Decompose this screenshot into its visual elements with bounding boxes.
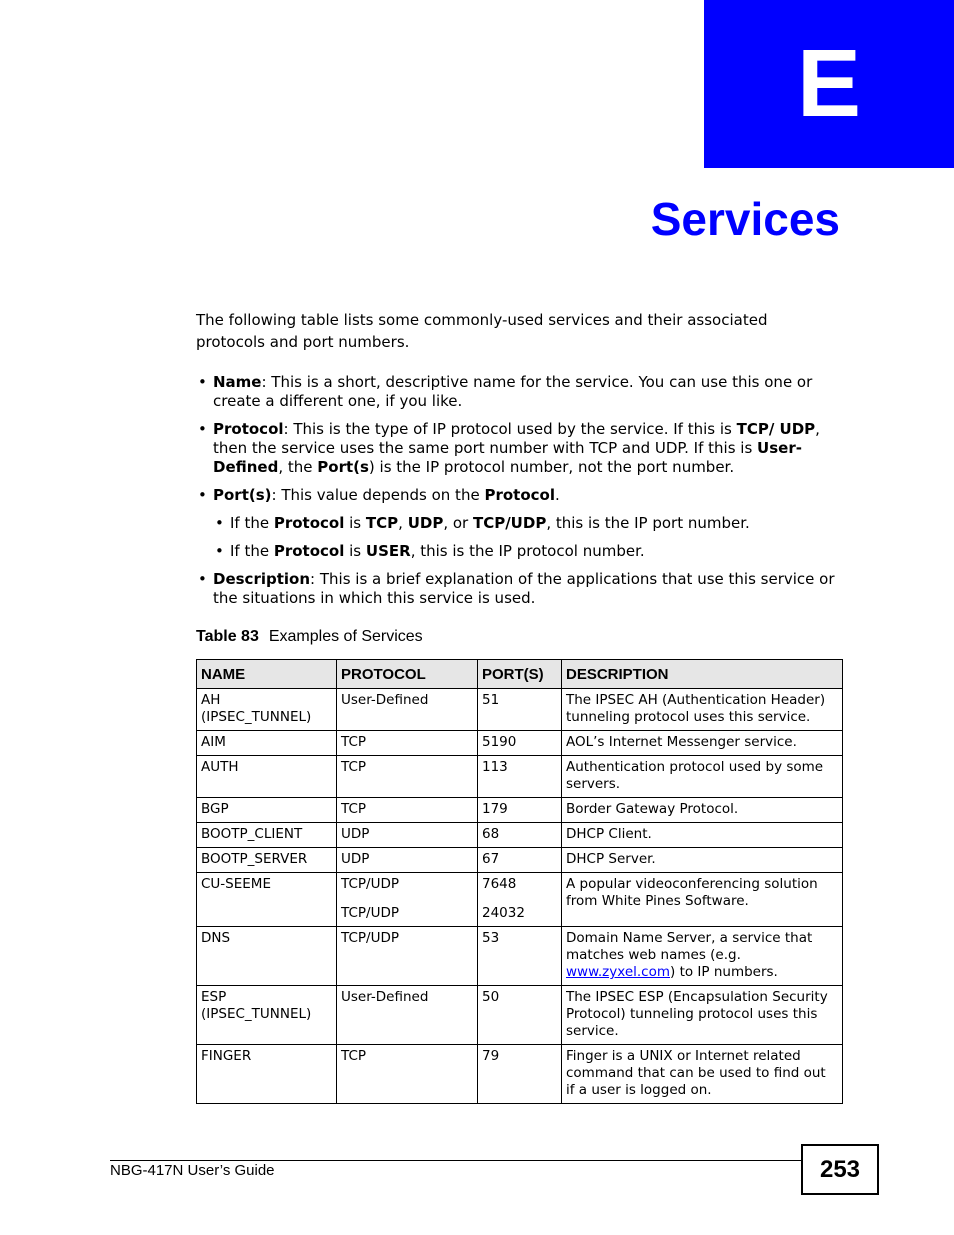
table-caption	[196, 628, 423, 646]
cell-protocol: TCP	[337, 756, 478, 798]
sub-bullet-user: • If the Protocol is USER, this is the IP protocol number.	[215, 542, 645, 560]
cell-name: CU-SEEME	[197, 873, 337, 927]
bullet-dot-icon: •	[215, 514, 224, 532]
table-number: Table 83	[196, 628, 259, 645]
page-number: 253	[819, 1155, 861, 1183]
page-number-box	[801, 1144, 879, 1195]
table-row	[197, 873, 843, 927]
bullet-dot-icon: •	[198, 570, 207, 588]
cell-description: A popular videoconferencing solution from White Pines Software.	[562, 873, 843, 927]
table-row	[197, 927, 843, 986]
cell-description: The IPSEC ESP (Encapsulation Security Protocol) tunneling protocol uses this service.	[562, 986, 843, 1045]
cell-protocol: TCP	[337, 1045, 478, 1104]
cell-description: AOL’s Internet Messenger service.	[562, 731, 843, 756]
cell-protocol	[337, 873, 478, 927]
bullet-protocol: • Protocol: This is the type of IP protocol used by the service. If this is TCP/ UDP, then the service uses the same port number with TCP and UDP. If this is User-Defined, the Port(s) is the IP protocol number, not the port number.	[198, 420, 820, 476]
definition-list	[196, 373, 841, 617]
header-description: DESCRIPTION	[562, 660, 843, 689]
footer-divider	[110, 1160, 802, 1161]
cell-description: Domain Name Server, a service that matches web names (e.g. www.zyxel.com) to IP numbers.	[562, 927, 843, 986]
cell-ports: 68	[478, 823, 562, 848]
cell-protocol: User-Defined	[337, 689, 478, 731]
cell-name: FINGER	[197, 1045, 337, 1104]
cell-description: The IPSEC AH (Authentication Header) tunneling protocol uses this service.	[562, 689, 843, 731]
protocol-line: TCP/UDP	[341, 905, 399, 921]
cell-name: AH (IPSEC_TUNNEL)	[197, 689, 337, 731]
services-table	[196, 659, 843, 1104]
cell-ports: 79	[478, 1045, 562, 1104]
cell-name: AUTH	[197, 756, 337, 798]
cell-ports: 50	[478, 986, 562, 1045]
chapter-letter: E	[796, 30, 862, 137]
cell-name: AIM	[197, 731, 337, 756]
cell-name: BGP	[197, 798, 337, 823]
port-line: 7648	[482, 876, 517, 892]
cell-description: Authentication protocol used by some servers.	[562, 756, 843, 798]
intro-paragraph: The following table lists some commonly-used services and their associated protocols and port numbers.	[196, 311, 768, 351]
table-row	[197, 731, 843, 756]
cell-ports: 5190	[478, 731, 562, 756]
protocol-line: TCP/UDP	[341, 876, 399, 892]
cell-protocol: TCP	[337, 798, 478, 823]
cell-ports: 179	[478, 798, 562, 823]
cell-ports	[478, 873, 562, 927]
cell-protocol: UDP	[337, 848, 478, 873]
bullet-dot-icon: •	[215, 542, 224, 560]
cell-name: BOOTP_SERVER	[197, 848, 337, 873]
header-ports: PORT(S)	[478, 660, 562, 689]
table-header-row	[197, 660, 843, 689]
cell-protocol: TCP	[337, 731, 478, 756]
table-row	[197, 756, 843, 798]
cell-name: DNS	[197, 927, 337, 986]
table-caption-text: Examples of Services	[268, 628, 423, 645]
bullet-name: • Name: This is a short, descriptive name for the service. You can use this one or create a different one, if you like.	[198, 373, 813, 410]
table-row	[197, 1045, 843, 1104]
cell-description: Border Gateway Protocol.	[562, 798, 843, 823]
table-row	[197, 798, 843, 823]
cell-description: Finger is a UNIX or Internet related command that can be used to find out if a user is logged on.	[562, 1045, 843, 1104]
bullet-ports: • Port(s): This value depends on the Protocol. • If the Protocol is TCP, UDP, or TCP/UDP, this is the IP port number. • If the Protocol is USER, this is the IP protocol number.	[196, 486, 841, 561]
port-line: 24032	[482, 905, 525, 921]
header-protocol: PROTOCOL	[337, 660, 478, 689]
cell-ports: 53	[478, 927, 562, 986]
cell-protocol: TCP/UDP	[337, 927, 478, 986]
cell-name: ESP (IPSEC_TUNNEL)	[197, 986, 337, 1045]
bullet-dot-icon: •	[198, 420, 207, 438]
zyxel-link[interactable]: www.zyxel.com	[566, 964, 671, 980]
sub-bullet-tcp-udp: • If the Protocol is TCP, UDP, or TCP/UDP, this is the IP port number.	[215, 514, 750, 532]
bullet-dot-icon: •	[198, 373, 207, 391]
chapter-letter-box	[704, 0, 954, 168]
table-row	[197, 689, 843, 731]
cell-description: DHCP Server.	[562, 848, 843, 873]
cell-ports: 51	[478, 689, 562, 731]
bullet-description: • Description: This is a brief explanation of the applications that use this service or the situations in which this service is used.	[198, 570, 835, 607]
footer-guide-title: NBG-417N User’s Guide	[110, 1162, 275, 1179]
cell-description: DHCP Client.	[562, 823, 843, 848]
ports-sub-list	[213, 514, 841, 561]
header-name: NAME	[197, 660, 337, 689]
cell-ports: 113	[478, 756, 562, 798]
cell-protocol: UDP	[337, 823, 478, 848]
cell-ports: 67	[478, 848, 562, 873]
cell-name: BOOTP_CLIENT	[197, 823, 337, 848]
table-row	[197, 823, 843, 848]
table-row	[197, 986, 843, 1045]
cell-protocol: User-Defined	[337, 986, 478, 1045]
bullet-dot-icon: •	[198, 486, 207, 504]
chapter-title: Services	[650, 193, 840, 245]
table-row	[197, 848, 843, 873]
